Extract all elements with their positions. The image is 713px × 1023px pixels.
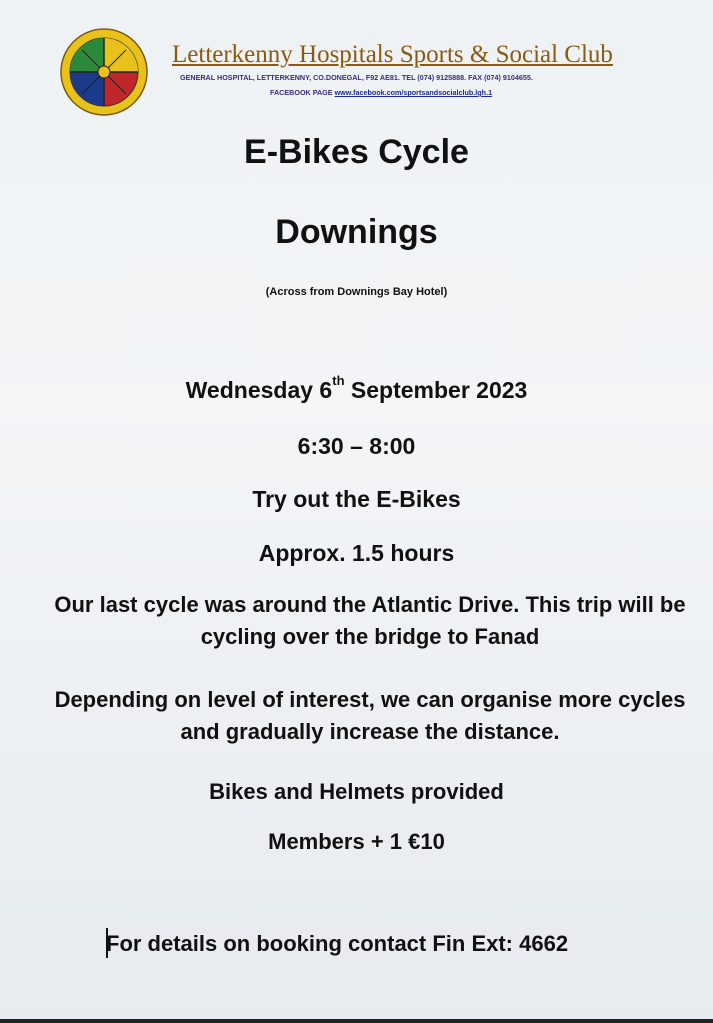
- event-price: Members + 1 €10: [268, 829, 445, 854]
- event-description-previous-trip: Our last cycle was around the Atlantic Drive. This trip will be cycling over the bridge to Fanad: [54, 592, 686, 649]
- event-title: E-Bikes Cycle: [244, 133, 469, 171]
- club-header: [60, 28, 700, 120]
- event-provided: Bikes and Helmets provided: [209, 779, 504, 804]
- event-date-day: Wednesday 6: [185, 377, 333, 403]
- event-sublocation: (Across from Downings Bay Hotel): [265, 286, 448, 298]
- event-description-interest: Depending on level of interest, we can organise more cycles and gradually increase the distance.: [54, 687, 686, 744]
- club-name: Letterkenny Hospitals Sports & Social Club: [172, 41, 613, 68]
- event-duration: Approx. 1.5 hours: [258, 540, 455, 566]
- event-time: 6:30 – 8:00: [297, 433, 416, 459]
- bottom-edge: [0, 1019, 713, 1023]
- event-date-rest: September 2023: [344, 377, 528, 403]
- booking-contact: For details on booking contact Fin Ext: 4662: [106, 931, 569, 956]
- event-date-suffix: th: [332, 373, 345, 388]
- facebook-label: FACEBOOK PAGE: [270, 88, 333, 97]
- club-facebook: [270, 88, 492, 97]
- facebook-link[interactable]: www.facebook.com/sportsandsocialclub.lgh.1: [334, 88, 493, 97]
- club-logo-icon: [60, 28, 148, 116]
- club-address: GENERAL HOSPITAL, LETTERKENNY, CO.DONEGAL, F92 AE81. TEL (074) 9125888. FAX (074) 9104655.: [180, 73, 533, 82]
- event-date: [0, 373, 713, 404]
- event-location: Downings: [275, 213, 438, 251]
- event-activity: Try out the E-Bikes: [252, 486, 461, 512]
